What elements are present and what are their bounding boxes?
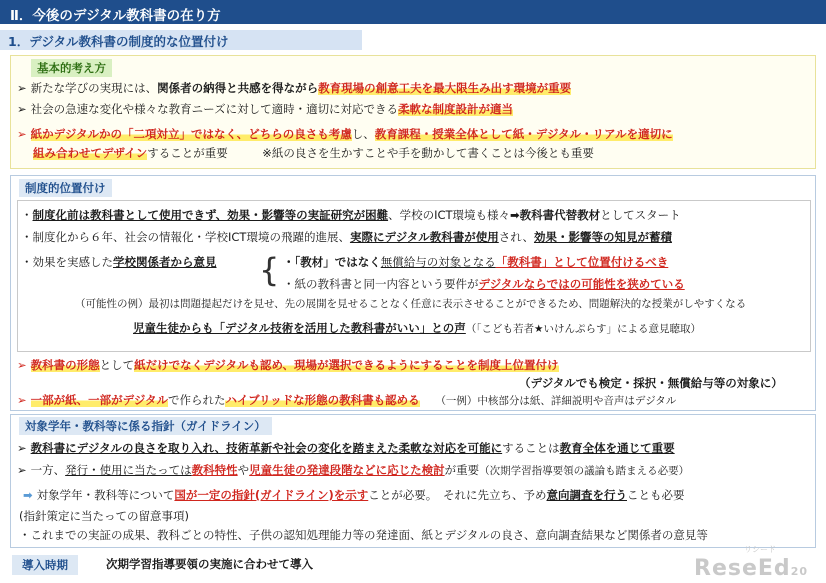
position-line-6: 児童生徒からも「デジタル技術を活用した教科書がいい」との声（「こども若者★いけんぷらす」による意見聴取） (133, 321, 701, 335)
watermark-logo: ReseEd20 (694, 556, 808, 581)
position-line-4: ・紙の教科書と同一内容という要件がデジタルならではの可能性を狭めている (283, 277, 685, 291)
section-title: Ⅱ．今後のデジタル教科書の在り方 (10, 8, 221, 24)
guideline-tag: 対象学年・教科等に係る指針（ガイドライン） (19, 417, 272, 435)
position-line-9: ➢ 一部が紙、一部がデジタルで作られたハイブリッドな形態の教科書も認める （一例）中核部分は紙、詳細説明や音声はデジタル (17, 393, 677, 407)
subsection-title: 1．デジタル教科書の制度的な位置付け (8, 34, 229, 49)
position-line-3: ・効果を実感した学校関係者から意見 (21, 255, 217, 269)
watermark-small: リシード (744, 545, 776, 554)
guideline-line-5: ・これまでの実証の成果、教科ごとの特性、子供の認知処理能力等の発達面、紙とデジタルの良さ、意向調査結果など関係者の意見等 (19, 528, 708, 542)
position-line-1: ・制度化前は教科書として使用できず、効果・影響等の実証研究が困難、学校のICT環境も様々➡教科書代替教材としてスタート (21, 208, 681, 222)
subsection-title-bar (0, 30, 362, 50)
basic-concept-box (10, 55, 816, 169)
position-line-7: ➢ 教科書の形態として紙だけでなくデジタルも認め、現場が選択できるようにすることを制度上位置付け (17, 358, 559, 372)
guideline-line-1: ➢ 教科書にデジタルの良さを取り入れ、技術革新や社会の変化を踏まえた柔軟な対応を可能にすることは教育全体を通じて重要 (17, 441, 675, 455)
timing-text: 次期学習指導要領の実施に合わせて導入 (106, 557, 313, 571)
basic-line-1: ➢ 新たな学びの実現には、関係者の納得と共感を得ながら教育現場の創意工夫を最大限生み出す環境が重要 (17, 81, 572, 95)
guideline-box (10, 414, 816, 548)
position-tag: 制度的位置付け (19, 179, 112, 197)
guideline-line-4: (指針策定に当たっての留意事項) (19, 509, 189, 523)
basic-concept-tag: 基本的考え方 (31, 59, 112, 77)
timing-tag: 導入時期 (12, 555, 78, 575)
basic-line-3: ➢ 紙かデジタルかの「二項対立」ではなく、どちらの良さも考慮し、教育課程・授業全体として紙・デジタル・リアルを適切に (17, 127, 673, 141)
position-line-8: （デジタルでも検定・採択・無償給与等の対象に） (519, 376, 783, 390)
position-box (10, 175, 816, 411)
basic-line-2: ➢ 社会の急速な変化や様々な教育ニーズに対して適時・適切に対応できる柔軟な制度設計が適当 (17, 102, 514, 116)
guideline-line-3: ➡ 対象学年・教科等について国が一定の指針(ガイドライン)を示すことが必要。 それに先立ち、予め意向調査を行うことも必要 (23, 488, 685, 502)
position-line-3b: ・「教材」ではなく無償給与の対象となる「教科書」として位置付けるべき (283, 255, 669, 269)
position-line-2: ・制度化から６年、社会の情報化・学校ICT環境の飛躍的進展、実際にデジタル教科書が使用され、効果・影響等の知見が蓄積 (21, 230, 672, 244)
section-title-bar (0, 0, 826, 24)
guideline-line-2: ➢ 一方、発行・使用に当たっては教科特性や児童生徒の発達段階などに応じた検討が重要（次期学習指導要領の議論も踏まえる必要） (17, 463, 690, 477)
brace: { (259, 251, 280, 289)
position-line-5: （可能性の例）最初は問題提起だけを見せ、先の展開を見せることなく任意に表示させることができるため、問題解決的な授業がしやすくなる (75, 298, 747, 310)
basic-line-4: 組み合わせてデザインすることが重要 ※紙の良さを生かすことや手を動かして書くことは今後とも重要 (33, 146, 594, 160)
